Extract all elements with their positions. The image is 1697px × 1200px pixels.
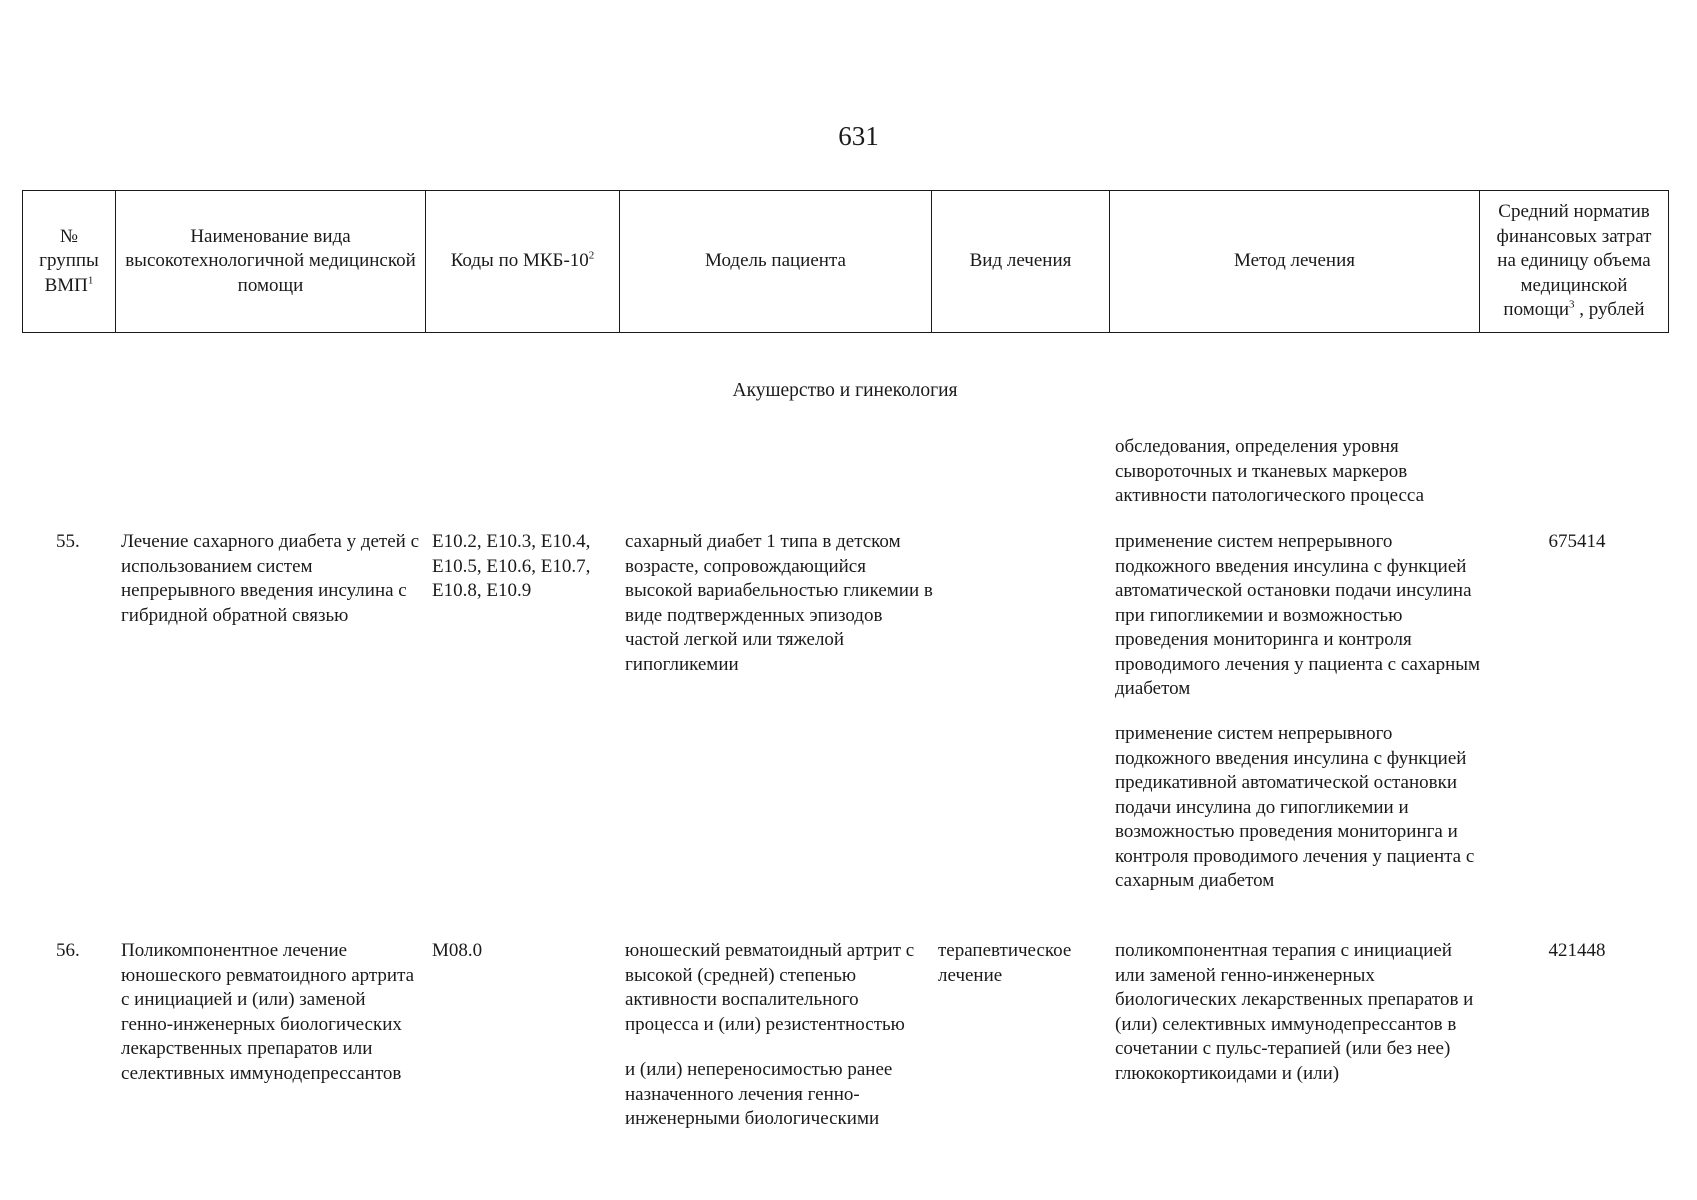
icd-codes: E10.2, E10.3, E10.4, E10.5, E10.6, E10.7, E10.8, E10.9 (432, 531, 591, 601)
page-number: 631 (838, 121, 879, 151)
footnote-marker: 1 (87, 274, 94, 287)
icd-codes: M08.0 (432, 940, 483, 961)
header-care-name: Наименование вида высокотехнологичной медицинской помощи (116, 191, 426, 333)
care-name: Лечение сахарного диабета у детей с использованием систем непрерывного введения инсулина с гибридной обратной связью (121, 531, 420, 626)
section-title: Акушерство и гинекология (732, 380, 958, 401)
treatment-type: терапевтическое лечение (938, 940, 1072, 986)
care-name: Поликомпонентное лечение юношеского ревматоидного артрита с инициацией и (или) заменой генно-инженерных биологических лекарственных препаратов или селективных иммунодепрессантов (121, 940, 415, 1084)
header-row (23, 191, 1669, 333)
footnote-marker: 3 (1569, 298, 1575, 311)
treatment-method: применение систем непрерывного подкожного введения инсулина с функцией предикативной автоматической остановки подачи инсулина до гипогликемии и возможностью проведения мониторинга и контроля проводимого лечения у пациента с сахарным диабетом (1115, 723, 1475, 891)
treatment-method: применение систем непрерывного подкожного введения инсулина с функцией автоматической остановки подачи инсулина при гипогликемии и возможностью проведения мониторинга и контроля проводимого лечения у пациента с сахарным диабетом (1115, 531, 1481, 699)
method-continued: обследования, определения уровня сывороточных и тканевых маркеров активности патологического процесса (1115, 436, 1425, 506)
cost-value: 675414 (1548, 531, 1606, 552)
header-cost: Средний норматив финансовых затрат на единицу объема медицинской помощи$^3$ , рублей (1480, 191, 1669, 333)
patient-model: сахарный диабет 1 типа в детском возрасте, сопровождающийся высокой вариабельностью гликемии в виде подтвержденных эпизодов частой легкой или тяжелой гипогликемии (625, 531, 933, 675)
row-number: 55. (56, 531, 80, 552)
table-header (22, 190, 1669, 333)
header-treatment-method: Метод лечения (1110, 191, 1480, 333)
footnote-marker: 2 (588, 249, 595, 262)
header-icd-codes: Коды по МКБ-$10^2$ (426, 191, 620, 333)
treatment-method: поликомпонентная терапия с инициацией или заменой генно-инженерных биологических лекарственных препаратов и (или) селективных иммунодепрессантов в сочетании с пульс-терапией (или без нее) глюкокортикоидами и (или) (1115, 940, 1474, 1084)
header-patient-model: Модель пациента (620, 191, 932, 333)
header-treatment-type: Вид лечения (932, 191, 1110, 333)
header-group-number: № группы ВМП$^1$ (23, 191, 116, 333)
cost-value: 421448 (1548, 940, 1606, 961)
patient-model-continued: и (или) непереносимостью ранее назначенного лечения генно-инженерными биологическими (625, 1059, 893, 1129)
patient-model: юношеский ревматоидный артрит с высокой (средней) степенью активности воспалительного процесса и (или) резистентностью (625, 940, 915, 1035)
row-number: 56. (56, 940, 80, 961)
